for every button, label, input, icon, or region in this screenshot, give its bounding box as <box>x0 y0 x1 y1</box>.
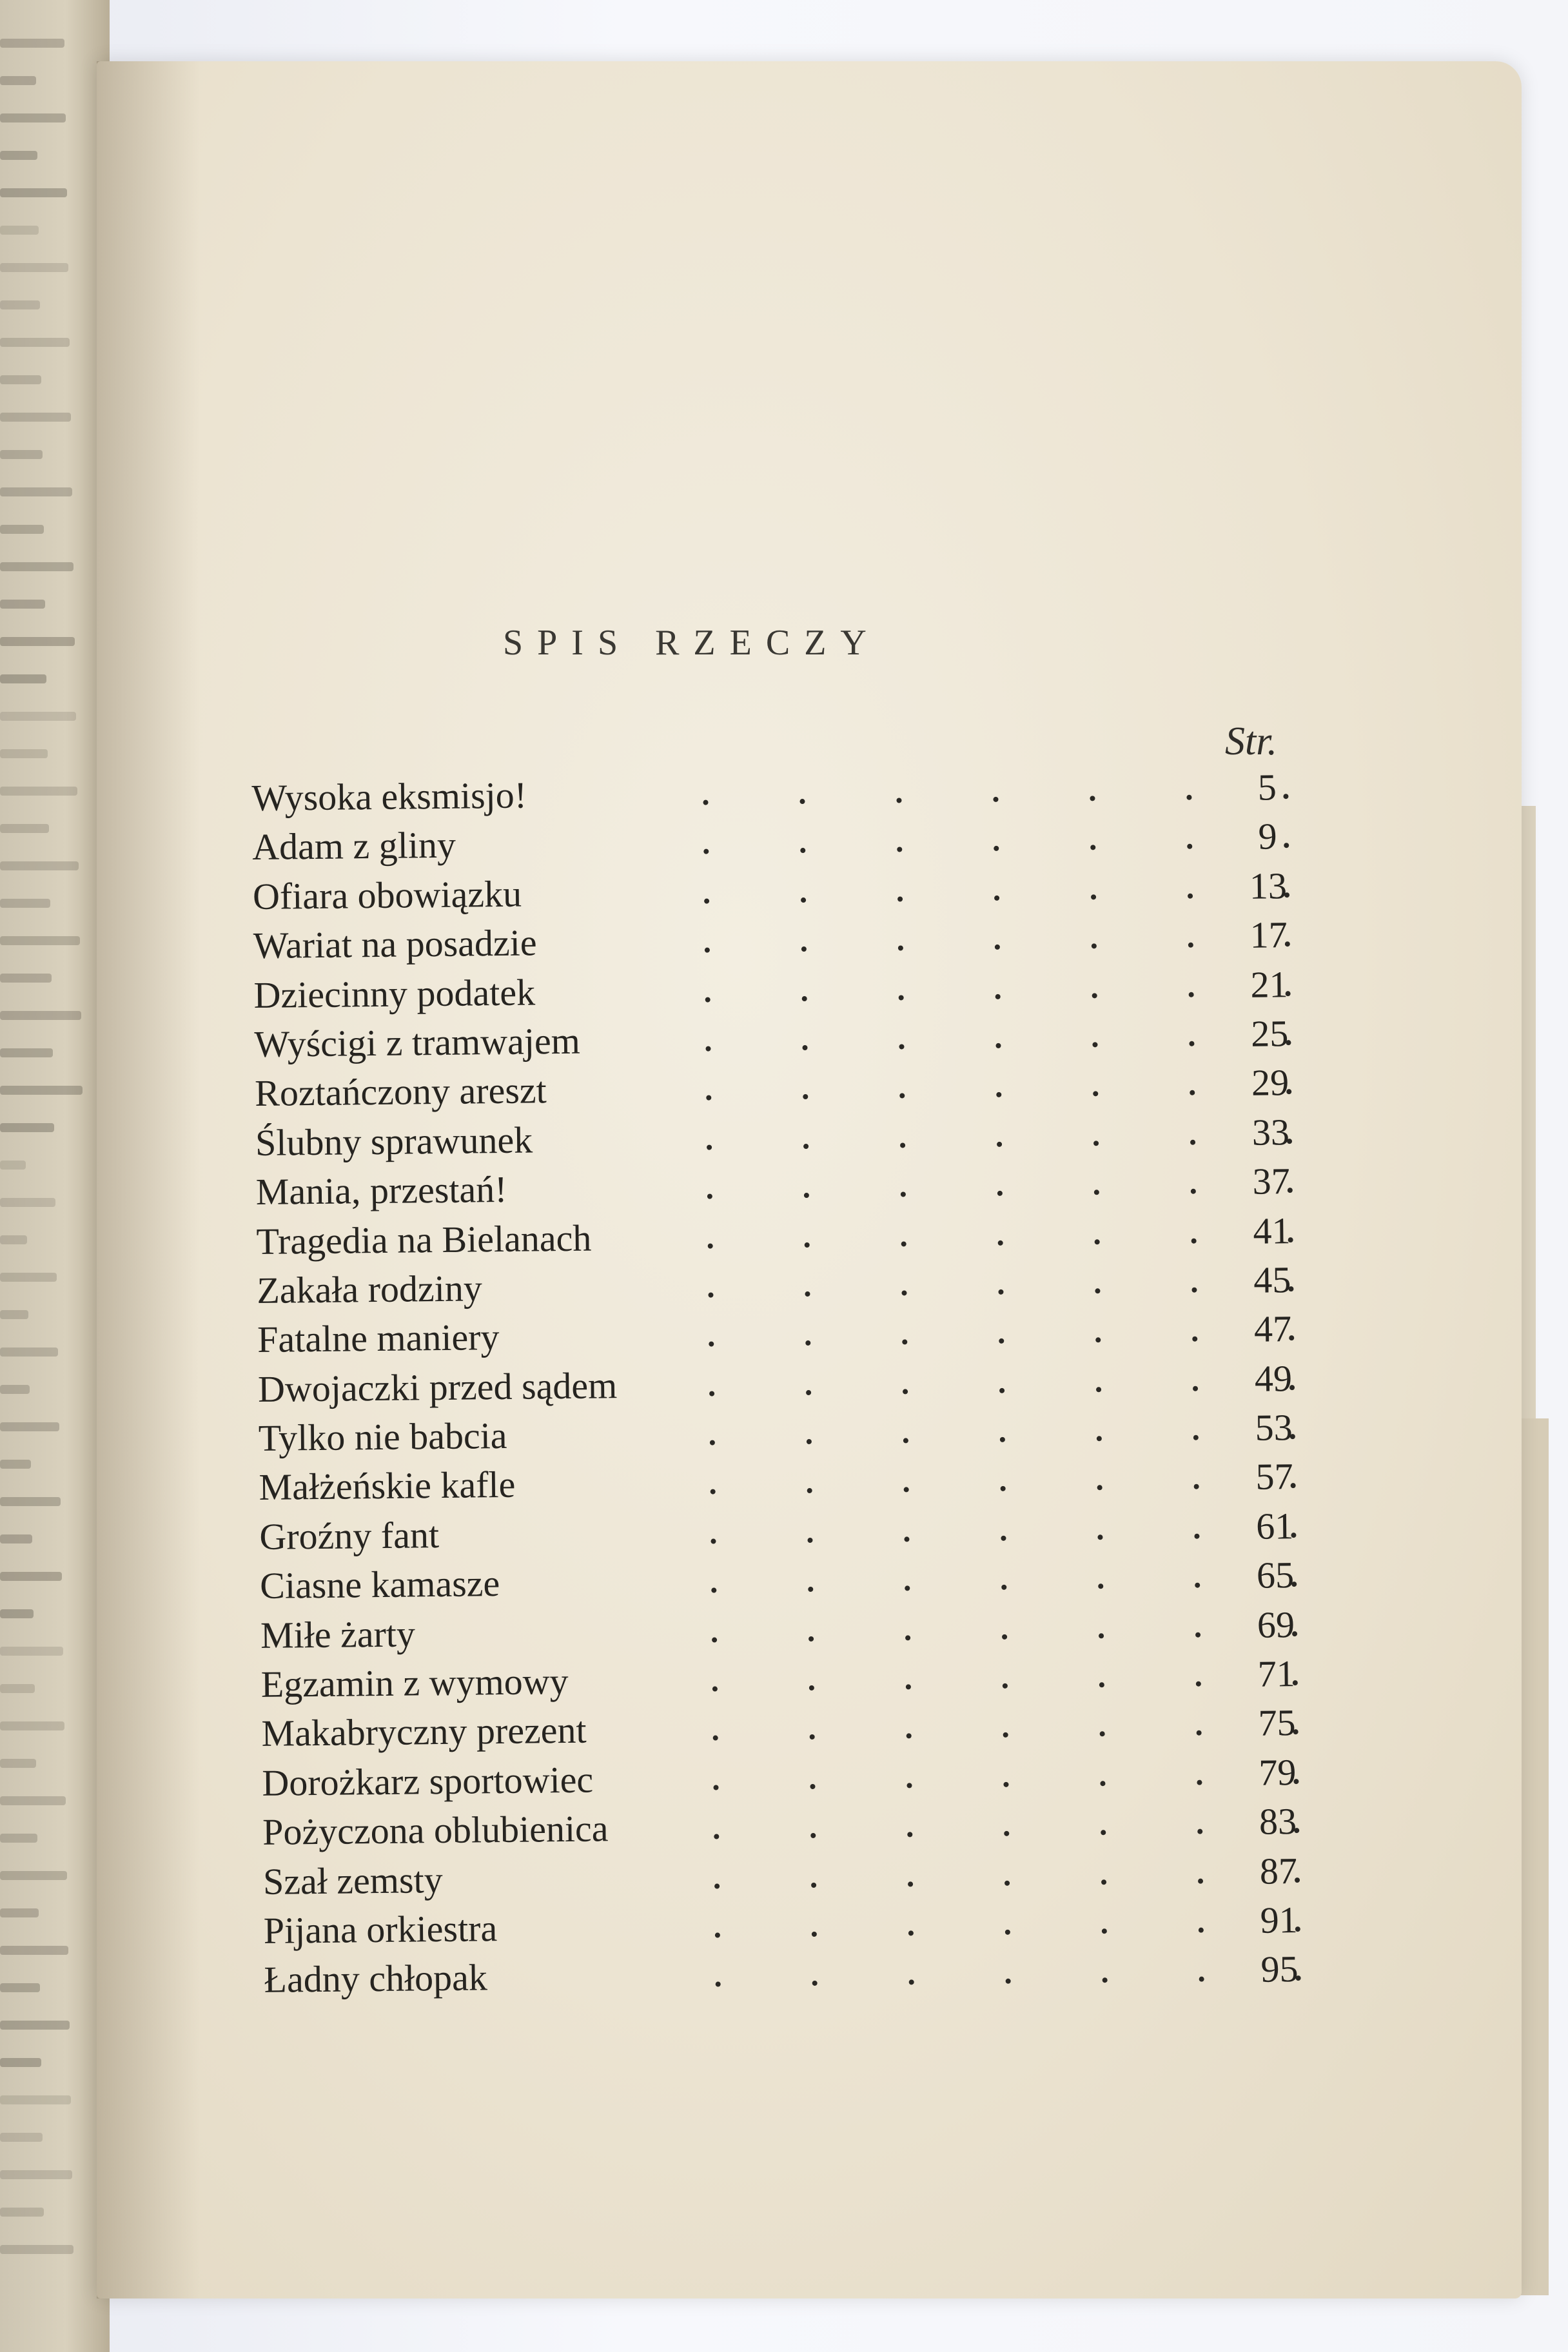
leader-dot <box>804 1193 809 1198</box>
left-page-text-line <box>0 2133 43 2142</box>
left-page-text-line <box>0 974 52 983</box>
left-page-text-line <box>0 450 43 459</box>
leader-dot <box>1189 1041 1194 1046</box>
toc-leader-dots <box>624 1896 1224 1952</box>
leader-dot <box>810 1833 816 1838</box>
leader-dot <box>705 948 710 953</box>
leader-dot <box>897 896 903 901</box>
leader-dot <box>904 1536 909 1542</box>
toc-entry <box>264 1945 1341 2005</box>
leader-dot <box>805 1291 810 1297</box>
left-page-text-line <box>0 1348 58 1357</box>
leader-dot <box>906 1734 912 1739</box>
leader-dot <box>1092 993 1097 998</box>
leader-dot <box>1004 1831 1009 1836</box>
leader-dot <box>807 1488 812 1493</box>
toc-entry-page-number: 87 <box>1259 1849 1298 1892</box>
toc-leader-dots <box>613 813 1213 868</box>
left-page-text-line <box>0 338 70 347</box>
left-page-text-line <box>0 1908 39 1917</box>
left-page-text-line <box>0 525 44 534</box>
leader-dot <box>1194 1534 1199 1539</box>
leader-dot <box>807 1538 812 1543</box>
left-page-text-line <box>0 2208 44 2217</box>
leader-dot <box>1190 1139 1195 1144</box>
leader-dot <box>1003 1782 1008 1787</box>
left-page-text-line <box>0 151 37 160</box>
left-page-text-line <box>0 113 66 122</box>
toc-entry-page-number: 25 <box>1250 1012 1289 1055</box>
leader-dot <box>901 1192 906 1197</box>
leader-dot <box>709 1391 714 1396</box>
leader-dot <box>906 1783 912 1788</box>
leader-dot <box>1092 943 1097 948</box>
leader-dot <box>905 1635 910 1640</box>
left-page-text-line <box>0 2021 70 2030</box>
toc-entry-title: Zakała rodziny <box>257 1267 483 1311</box>
leader-dot <box>906 1684 911 1689</box>
left-page-text-line <box>0 2245 74 2254</box>
leader-dot <box>803 1094 808 1099</box>
left-page-text-line <box>0 824 49 833</box>
leader-dot <box>1196 1681 1201 1687</box>
leader-dot <box>1095 1338 1101 1343</box>
leader-dot <box>1093 1092 1098 1097</box>
toc-entry-page-number: 65 <box>1256 1554 1295 1596</box>
left-page-text-line <box>0 749 48 758</box>
left-page-text-line <box>0 1123 54 1132</box>
leader-dot <box>998 1289 1003 1295</box>
toc-leader-dots <box>622 1650 1222 1705</box>
leader-dot <box>805 1340 810 1346</box>
leader-dot <box>1095 1288 1100 1293</box>
leader-dot <box>1090 845 1095 850</box>
toc-entry-title: Szał zemsty <box>262 1858 443 1903</box>
leader-dot <box>1097 1485 1102 1491</box>
left-page-text-line <box>0 787 77 796</box>
leader-dot <box>800 848 805 853</box>
toc-entry-page-number: 41 <box>1253 1209 1291 1252</box>
toc-entry-title: Wyścigi z tramwajem <box>254 1019 581 1065</box>
toc-entry-page-number: 57 <box>1255 1455 1293 1498</box>
leader-dot <box>710 1440 715 1446</box>
toc-entry-page-number: 53 <box>1255 1406 1293 1449</box>
toc-entry-page-number: 79 <box>1258 1750 1297 1794</box>
left-page-text-line <box>0 936 80 945</box>
leader-dot <box>801 946 807 952</box>
left-page-text-line <box>0 263 68 272</box>
leader-dot <box>706 1095 711 1101</box>
table-of-contents <box>251 763 1341 2005</box>
leader-dot <box>1199 1928 1204 1933</box>
leader-dot <box>703 800 708 805</box>
leader-dot <box>714 1834 719 1839</box>
leader-dot <box>708 1292 713 1297</box>
leader-dot <box>1188 894 1193 899</box>
leader-dot <box>1190 1090 1195 1095</box>
toc-leader-dots <box>618 1256 1218 1311</box>
toc-entry-title: Ciasne kamasze <box>259 1562 500 1607</box>
toc-entry-title: Ofiara obowiązku <box>252 872 522 917</box>
left-page-text-line <box>0 1273 57 1282</box>
leader-dot <box>715 1932 720 1937</box>
leader-dot <box>897 847 902 852</box>
leader-dot <box>1195 1632 1200 1637</box>
toc-leader-dots <box>621 1552 1221 1607</box>
leader-dot <box>812 1932 817 1937</box>
left-page-text-line <box>0 899 50 908</box>
left-page-text-line <box>0 1385 30 1394</box>
leader-dot <box>1092 1042 1097 1047</box>
leader-dot <box>808 1587 813 1592</box>
toc-entry-title: Makabryczny prezent <box>261 1709 587 1755</box>
left-page-text-line <box>0 300 40 309</box>
leader-dot <box>898 946 903 951</box>
leader-dot <box>1191 1288 1197 1293</box>
leader-dot <box>1000 1437 1005 1442</box>
leader-dot <box>994 896 999 901</box>
leader-dot <box>1003 1732 1008 1738</box>
leader-dot <box>1101 1830 1106 1835</box>
leader-dot <box>995 1043 1001 1048</box>
leader-dot <box>900 1142 905 1148</box>
toc-leader-dots <box>615 1010 1215 1065</box>
leader-dot <box>1096 1387 1101 1392</box>
leader-dot <box>909 1980 914 1985</box>
toc-entry-title: Wariat na posadzie <box>253 921 537 967</box>
left-page-text-line <box>0 637 75 646</box>
left-page-text-line <box>0 562 74 571</box>
leader-dot <box>808 1636 814 1642</box>
leader-dot <box>805 1242 810 1247</box>
leader-dot <box>807 1439 812 1444</box>
leader-dot <box>1101 1879 1106 1885</box>
leader-dot <box>803 1144 808 1149</box>
leader-dot <box>1102 1928 1107 1934</box>
left-page-text-line <box>0 1796 66 1805</box>
leader-dot <box>1186 795 1191 800</box>
toc-entry-page-number: 33 <box>1251 1110 1290 1153</box>
toc-leader-dots <box>620 1502 1220 1558</box>
toc-entry-page-number: 45 <box>1253 1259 1291 1301</box>
leader-dot <box>1197 1829 1202 1834</box>
leader-dot <box>1197 1730 1202 1736</box>
leader-dot <box>1006 1979 1011 1984</box>
toc-entry-title: Wysoka eksmisjo! <box>251 774 527 819</box>
toc-leader-dots <box>625 1946 1225 2001</box>
toc-entry-title: Groźny fant <box>259 1513 440 1558</box>
left-page-text-line <box>0 1235 27 1244</box>
toc-leader-dots <box>616 1059 1216 1115</box>
toc-leader-dots <box>614 961 1215 1016</box>
toc-entry-page-number: 21 <box>1250 963 1288 1006</box>
leader-dot <box>1001 1536 1006 1541</box>
leader-dot <box>704 898 709 903</box>
toc-entry-page-number: 5 <box>1257 766 1277 808</box>
leader-dot <box>899 1093 905 1099</box>
leader-dot <box>1199 1977 1204 1982</box>
leader-dot <box>902 1340 907 1345</box>
leader-dot <box>1187 844 1192 849</box>
leader-dot <box>907 1832 912 1838</box>
leader-dot <box>1005 1930 1010 1935</box>
left-page-text-line <box>0 1198 55 1207</box>
left-page-text-line <box>0 1460 31 1469</box>
leader-dot <box>707 1144 712 1150</box>
toc-leader-dots <box>616 1108 1217 1164</box>
left-page-text-line <box>0 1647 63 1656</box>
left-page-text-line <box>0 600 45 609</box>
toc-entry-page-number: 91 <box>1260 1899 1298 1941</box>
leader-dot <box>1100 1781 1105 1786</box>
toc-entry-title: Dziecinny podatek <box>253 970 536 1016</box>
toc-entry-title: Fatalne maniery <box>257 1316 500 1361</box>
leader-dot <box>1090 796 1095 801</box>
left-page-text-line <box>0 76 36 85</box>
toc-leader-dots <box>620 1453 1220 1509</box>
left-page-text-line <box>0 226 39 235</box>
left-page-text-line <box>0 1572 62 1581</box>
leader-dot <box>707 1194 712 1199</box>
toc-leader-dots <box>622 1700 1222 1755</box>
toc-entry-page-number: 17 <box>1250 914 1288 956</box>
toc-entry-page-number: 29 <box>1251 1061 1289 1104</box>
leader-dot <box>994 846 999 851</box>
leader-dot <box>1097 1534 1102 1540</box>
toc-leader-dots <box>614 912 1214 967</box>
toc-leader-dots <box>619 1404 1219 1459</box>
leader-dot <box>708 1243 713 1248</box>
leader-dot <box>1195 1583 1200 1588</box>
page-column-label: Str. <box>1225 720 1277 763</box>
toc-leader-dots <box>623 1798 1224 1854</box>
toc-leader-dots <box>624 1847 1224 1903</box>
leader-dot <box>999 1338 1004 1344</box>
left-page-text-line <box>0 2095 71 2104</box>
leader-dot <box>806 1390 811 1395</box>
leader-dot <box>1001 1585 1006 1590</box>
leader-dot <box>899 995 904 1000</box>
toc-entry-page-number: 49 <box>1254 1357 1293 1400</box>
leader-dot <box>1191 1238 1197 1243</box>
toc-entry-title: Miłe żarty <box>260 1612 416 1656</box>
leader-dot <box>997 1142 1002 1147</box>
leader-dot <box>1191 1189 1196 1194</box>
leader-dot <box>896 798 901 803</box>
toc-leader-dots <box>623 1749 1223 1804</box>
leader-dot <box>713 1736 718 1741</box>
toc-entry-page-number: 75 <box>1258 1701 1296 1745</box>
toc-entry-page-number: 69 <box>1257 1603 1295 1646</box>
leader-dot <box>995 994 1001 999</box>
leader-dot <box>710 1489 716 1494</box>
leader-dot <box>1097 1436 1102 1441</box>
left-page-text-line <box>0 487 72 496</box>
toc-entry-page-number: 47 <box>1253 1308 1292 1351</box>
toc-entry-title: Roztańczony areszt <box>254 1069 547 1115</box>
left-page-text-line <box>0 674 46 683</box>
left-page-text-line <box>0 1497 61 1506</box>
left-page-text-line <box>0 1946 68 1955</box>
toc-entry-title: Dorożkarz sportowiec <box>262 1758 594 1804</box>
leader-dot <box>799 799 805 804</box>
toc-entry-title: Ładny chłopak <box>264 1956 488 2001</box>
left-page-text-line <box>0 39 64 48</box>
leader-dot <box>1193 1435 1199 1440</box>
left-page-text-line <box>0 1721 64 1730</box>
leader-dot <box>703 849 709 854</box>
leader-dot <box>1003 1683 1008 1689</box>
leader-dot <box>1099 1633 1104 1638</box>
toc-entry-page-number: 83 <box>1259 1800 1297 1843</box>
leader-dot <box>809 1685 814 1690</box>
page-title: SPIS RZECZY <box>503 623 881 663</box>
leader-dot <box>1198 1878 1203 1883</box>
toc-entry-title: Małżeńskie kafle <box>259 1464 516 1509</box>
leader-dot <box>1100 1732 1105 1737</box>
toc-entry-page-number: 37 <box>1252 1160 1291 1202</box>
toc-entry-title: Dwojaczki przed sądem <box>257 1364 618 1410</box>
leader-dot <box>812 1981 818 1986</box>
toc-leader-dots <box>617 1207 1217 1262</box>
leader-dot <box>993 797 998 802</box>
leader-dot <box>998 1240 1003 1245</box>
leader-dot <box>1095 1239 1100 1244</box>
leader-dot <box>1091 894 1096 899</box>
left-page-text-line <box>0 1534 32 1544</box>
leader-dot <box>997 1191 1003 1196</box>
leader-dot <box>709 1342 714 1347</box>
leader-dot <box>1189 992 1194 997</box>
leader-dot <box>1102 1978 1108 1983</box>
leader-dot <box>801 897 806 903</box>
leader-dot <box>1004 1880 1010 1885</box>
leader-dot <box>711 1588 716 1593</box>
leader-dot <box>908 1930 914 1936</box>
left-page-text-line <box>0 1161 26 1170</box>
leader-dot <box>899 1044 904 1049</box>
toc-entry-title: Pijana orkiestra <box>263 1907 498 1952</box>
leader-dot <box>810 1734 815 1740</box>
left-page-text-line <box>0 1871 67 1880</box>
left-page-text-line <box>0 413 71 422</box>
leader-dot <box>1188 943 1193 948</box>
leader-dot <box>1094 1190 1099 1195</box>
leader-dot <box>1093 1141 1099 1146</box>
leader-dot <box>1099 1682 1104 1687</box>
toc-entry-title: Pożyczona oblubienica <box>262 1807 609 1854</box>
left-page-text-line <box>0 1011 81 1020</box>
leader-dot <box>716 1982 721 1987</box>
leader-dot <box>908 1881 913 1886</box>
leader-dot <box>1098 1583 1103 1589</box>
leader-dot <box>996 1092 1001 1097</box>
leader-dot <box>999 1388 1004 1393</box>
left-page-text-line <box>0 1609 34 1618</box>
left-page-text-line <box>0 188 67 197</box>
left-page-text-line <box>0 1048 53 1057</box>
toc-leader-dots <box>618 1306 1219 1361</box>
leader-dot <box>713 1785 718 1790</box>
leader-dot <box>1194 1484 1199 1489</box>
leader-dot <box>705 1046 710 1052</box>
leader-dot <box>1197 1779 1202 1785</box>
left-page-text-line <box>0 375 41 384</box>
leader-dot <box>903 1389 908 1394</box>
left-page-edge <box>0 0 110 2352</box>
leader-dot <box>1002 1634 1007 1639</box>
left-page-text-line <box>0 1834 37 1843</box>
toc-entry-title: Mania, przestań! <box>255 1168 507 1213</box>
toc-entry-title: Adam z gliny <box>251 824 456 868</box>
leader-dot <box>995 945 1000 950</box>
toc-leader-dots <box>616 1157 1217 1213</box>
left-page-text-line <box>0 1422 59 1431</box>
left-page-text-line <box>0 1983 40 1992</box>
book-page <box>97 61 1522 2298</box>
leader-dot <box>714 1883 720 1888</box>
toc-leader-dots <box>612 763 1213 819</box>
leader-dot <box>901 1241 906 1246</box>
left-page-text-line <box>0 1086 83 1095</box>
toc-entry-title: Tylko nie babcia <box>258 1414 507 1460</box>
leader-dot <box>712 1687 718 1692</box>
leader-dot <box>705 997 710 1002</box>
toc-entry-page-number: 71 <box>1257 1652 1296 1695</box>
toc-entry-title: Egzamin z wymowy <box>260 1660 569 1705</box>
leader-dot <box>901 1290 906 1295</box>
leader-dot <box>1192 1337 1197 1342</box>
leader-dot <box>802 996 807 1001</box>
leader-dot <box>904 1487 909 1493</box>
leader-dot <box>811 1883 816 1888</box>
left-page-text-line <box>0 1759 36 1768</box>
leader-dot <box>802 1045 807 1050</box>
leader-dot <box>810 1784 815 1789</box>
toc-leader-dots <box>614 862 1214 917</box>
toc-entry-page-number: 13 <box>1249 864 1288 907</box>
leader-dot <box>905 1586 910 1591</box>
toc-entry-page-number: 61 <box>1255 1504 1294 1547</box>
left-page-text-line <box>0 861 79 870</box>
left-page-text-line <box>0 1684 35 1693</box>
toc-entry-page-number: 9 <box>1258 815 1277 858</box>
leader-dot <box>903 1438 908 1443</box>
left-page-text-line <box>0 712 76 721</box>
left-page-text-line <box>0 1310 28 1319</box>
leader-dot <box>712 1637 717 1642</box>
left-page-text-line <box>0 2170 72 2179</box>
leader-dot <box>710 1538 716 1544</box>
toc-leader-dots <box>622 1601 1222 1656</box>
left-page-text-line <box>0 2058 41 2067</box>
toc-entry-title: Tragedia na Bielanach <box>256 1217 592 1262</box>
toc-leader-dots <box>619 1355 1219 1410</box>
toc-entry-page-number: 95 <box>1260 1948 1298 1991</box>
leader-dot <box>1001 1486 1006 1491</box>
toc-entry-title: Ślubny sprawunek <box>255 1119 533 1164</box>
leader-dot <box>1193 1386 1198 1391</box>
